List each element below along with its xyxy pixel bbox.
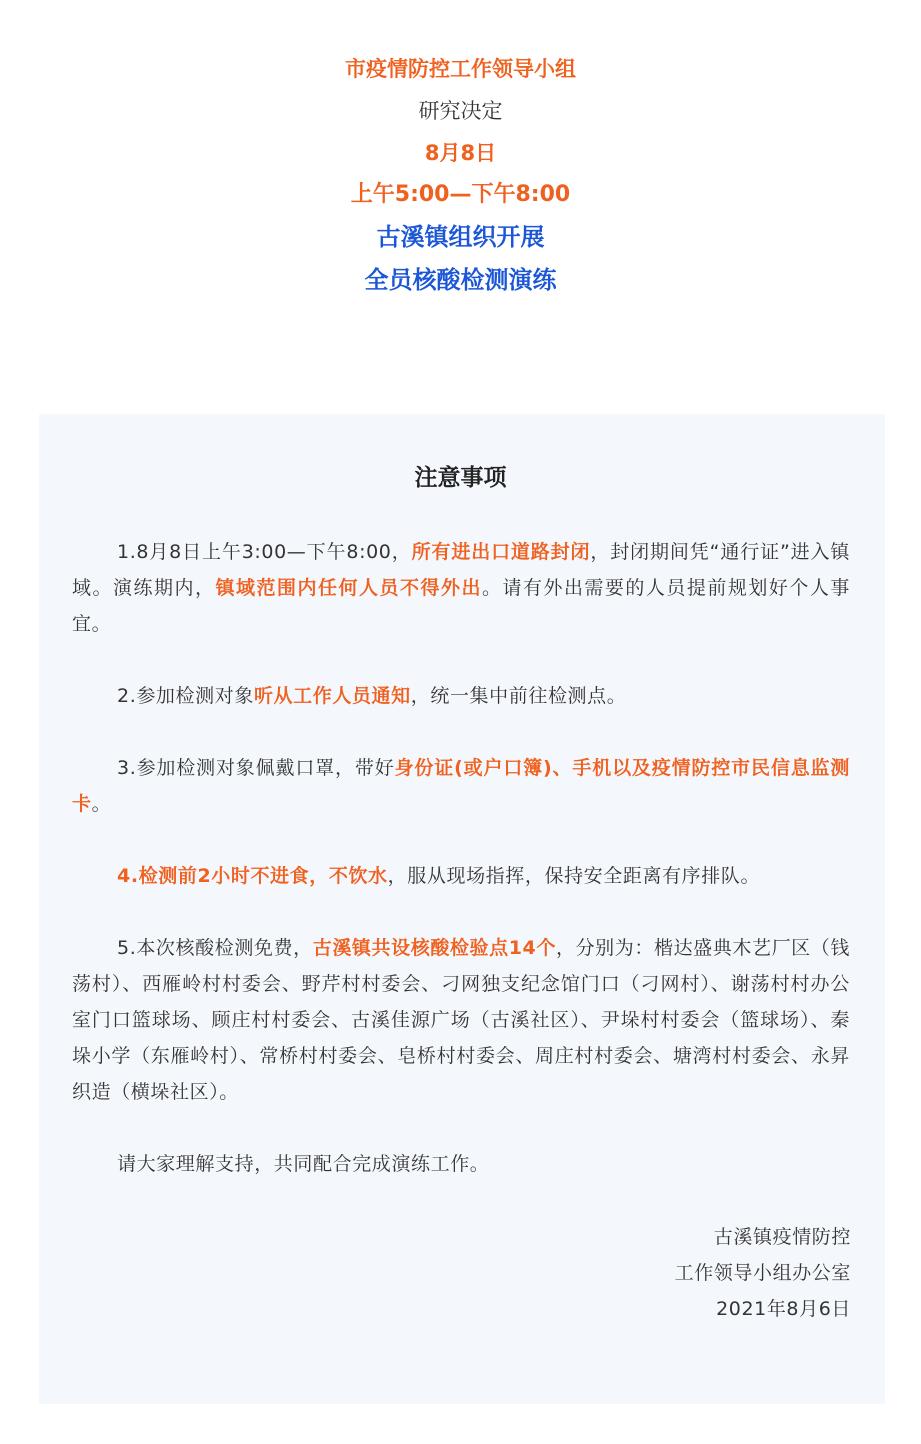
notice-title: 注意事项 <box>414 465 507 491</box>
notice-item-1-text-b: ，封闭期间凭“通行证”进入镇域。演练期内， <box>72 541 850 599</box>
header-date: 8月8日 <box>424 141 497 165</box>
notice-item-3-text-a: 3.参加检测对象佩戴口罩，带好 <box>117 757 395 779</box>
notice-closing <box>72 1146 850 1182</box>
notice-item-1-highlight-b: 镇域范围内任何人员不得外出 <box>215 577 482 599</box>
header-time-range: 上午5:00—下午8:00 <box>350 182 571 207</box>
header-decision: 研究决定 <box>418 99 503 123</box>
notice-item-1-text-a: 1.8月8日上午3:00—下午8:00， <box>117 541 412 563</box>
notice-item-2 <box>72 678 850 714</box>
signature-date: 2021年8月6日 <box>716 1298 851 1320</box>
notice-item-5-text-a: 5.本次核酸检测免费， <box>117 937 313 959</box>
notice-item-4-text: ，服从现场指挥，保持安全距离有序排队。 <box>387 865 761 887</box>
notice-item-3-text-b: 。 <box>91 793 112 815</box>
signature-block <box>675 1219 851 1327</box>
notice-item-2-highlight: 听从工作人员通知 <box>253 685 411 707</box>
notice-closing-text: 请大家理解支持，共同配合完成演练工作。 <box>117 1153 490 1175</box>
notice-item-1-highlight-a: 所有进出口道路封闭 <box>411 541 591 563</box>
header-org-name: 市疫情防控工作领导小组 <box>345 57 576 81</box>
notice-item-4-highlight: 4.检测前2小时不进食，不饮水 <box>117 865 388 887</box>
notice-item-1-text-c: 。请有外出需要的人员提前规划好个人事宜。 <box>72 577 850 635</box>
header-town-organizes: 古溪镇组织开展 <box>376 223 545 251</box>
notice-item-5-highlight: 古溪镇共设核酸检验点14个 <box>312 937 556 959</box>
notice-item-4 <box>72 858 850 894</box>
notice-item-1 <box>72 534 850 642</box>
notice-item-2-text-a: 2.参加检测对象 <box>117 685 254 707</box>
announcement-header <box>0 48 921 302</box>
notice-item-5 <box>72 930 850 1110</box>
notice-item-5-text-b: ，分别为：楷达盛典木艺厂区（钱荡村）、西雁岭村村委会、野芹村村委会、刁网独支纪念馆门口（刁网村）、谢荡村村办公室门口篮球场、顾庄村村委会、古溪佳源广场（古溪社区）、尹垛村村委会（篮球场）、秦垛小学（东雁岭村）、常桥村村委会、皂桥村村委会、周庄村村委会、塘湾村村委会、永昇织造（横垛社区）。 <box>72 937 850 1103</box>
signature-org-line2: 工作领导小组办公室 <box>674 1262 851 1284</box>
notice-item-3-highlight: 身份证(或户口簿)、手机以及疫情防控市民信息监测卡 <box>72 757 850 815</box>
header-drill-title: 全员核酸检测演练 <box>364 266 557 294</box>
notice-item-2-text-b: ，统一集中前往检测点。 <box>410 685 627 707</box>
signature-org-line1: 古溪镇疫情防控 <box>713 1226 851 1248</box>
notice-item-3 <box>72 750 850 822</box>
